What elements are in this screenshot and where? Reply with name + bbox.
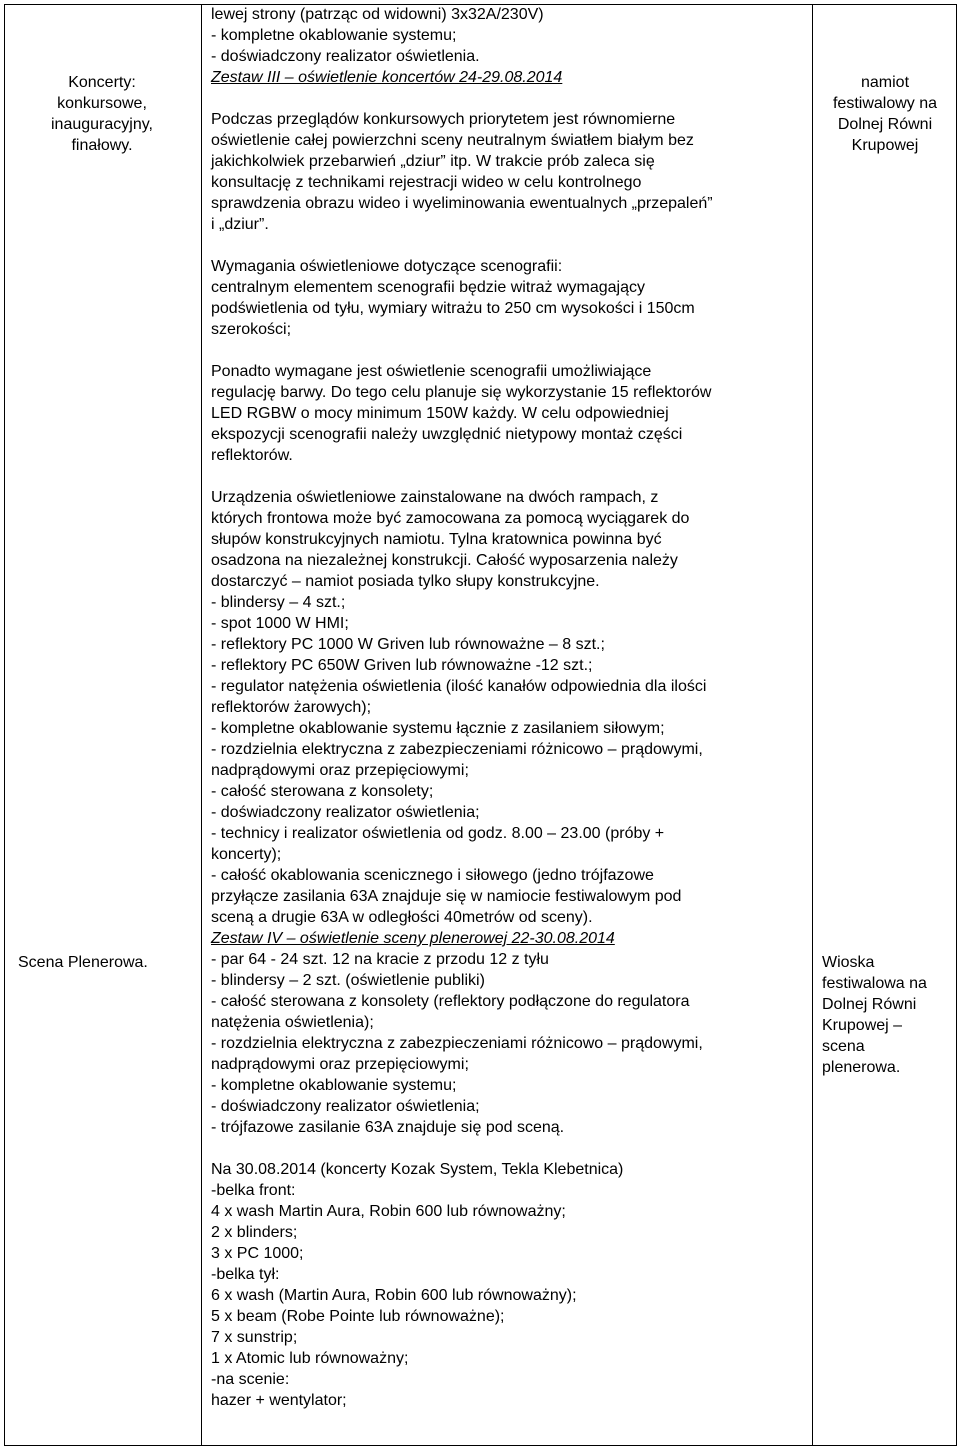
text-line: konsultację z technikami rejestracji wideo w celu kontrolnego	[211, 174, 642, 191]
right-cell-festival-village	[822, 952, 950, 1078]
text-line: lewej strony (patrząc od widowni) 3x32A/230V)	[211, 6, 544, 23]
text-line: - doświadczony realizator oświetlenia.	[211, 48, 480, 65]
text-line: - regulator natężenia oświetlenia (ilość kanałów odpowiednia dla ilości	[211, 678, 707, 695]
right-text-line: Dolnej Równi	[822, 996, 917, 1013]
text-line: - kompletne okablowanie systemu;	[211, 1077, 457, 1094]
text-line: - technicy i realizator oświetlenia od godz. 8.00 – 23.00 (próby +	[211, 825, 665, 842]
text-line: -na scenie:	[211, 1371, 290, 1388]
text-line: Urządzenia oświetleniowe zainstalowane na dwóch rampach, z	[211, 489, 659, 506]
text-line: - kompletne okablowanie systemu łącznie z zasilaniem siłowym;	[211, 720, 665, 737]
left-text-line: konkursowe,	[57, 95, 147, 112]
text-line: szerokości;	[211, 321, 292, 338]
text-line: Na 30.08.2014 (koncerty Kozak System, Tekla Klebetnica)	[211, 1161, 624, 1178]
left-cell-concerts	[18, 72, 186, 156]
paragraph-concert-rider	[211, 1159, 807, 1411]
text-line: - rozdzielnia elektryczna z zabezpieczeniami różnicowo – prądowymi,	[211, 741, 703, 758]
text-line: 4 x wash Martin Aura, Robin 600 lub równoważny;	[211, 1203, 566, 1220]
text-line: nadprądowymi oraz przepięciowymi;	[211, 762, 469, 779]
text-line: koncerty);	[211, 846, 282, 863]
text-line: - trójfazowe zasilanie 63A znajduje się pod sceną.	[211, 1119, 565, 1136]
right-text-line: Krupowej	[851, 137, 919, 154]
text-line: reflektorów żarowych);	[211, 699, 372, 716]
text-line: - rozdzielnia elektryczna z zabezpieczeniami różnicowo – prądowymi,	[211, 1035, 703, 1052]
text-line: 3 x PC 1000;	[211, 1245, 304, 1262]
paragraph-scenography-requirements	[211, 256, 807, 340]
text-line: osadzona na niezależnej konstrukcji. Całość wyposarzenia należy	[211, 552, 678, 569]
text-line: - doświadczony realizator oświetlenia;	[211, 804, 480, 821]
text-line: -belka tył:	[211, 1266, 280, 1283]
text-line: - całość sterowana z konsolety (reflektory podłączone do regulatora	[211, 993, 690, 1010]
right-cell-festival-tent	[822, 72, 948, 156]
text-line: 5 x beam (Robe Pointe lub równoważne);	[211, 1308, 505, 1325]
text-line: Wymagania oświetleniowe dotyczące scenografii:	[211, 258, 563, 275]
text-line: słupów konstrukcyjnych namiotu. Tylna kratownica powinna być	[211, 531, 662, 548]
text-line: - całość sterowana z konsolety;	[211, 783, 434, 800]
text-line: których frontowa może być zamocowana za pomocą wyciągarek do	[211, 510, 690, 527]
text-line: - blindersy – 2 szt. (oświetlenie publiki)	[211, 972, 485, 989]
main-content	[211, 4, 807, 1411]
paragraph-equipment-list	[211, 487, 807, 928]
text-line: nadprądowymi oraz przepięciowymi;	[211, 1056, 469, 1073]
paragraph-contest-lighting	[211, 109, 807, 235]
left-text-line: inauguracyjny,	[51, 116, 153, 133]
text-line: LED RGBW o mocy minimum 150W każdy. W celu odpowiedniej	[211, 405, 669, 422]
text-line: - spot 1000 W HMI;	[211, 615, 349, 632]
text-line: sprawdzenia obrazu wideo i wyeliminowania ewentualnych „przepaleń”	[211, 195, 713, 212]
right-text-line: namiot	[860, 74, 910, 91]
column-divider-left	[201, 4, 202, 1446]
right-text-line: scena	[822, 1038, 865, 1055]
right-text-line: festiwalowa na	[822, 975, 927, 992]
text-line: 1 x Atomic lub równoważny;	[211, 1350, 409, 1367]
left-text-line: Koncerty:	[68, 74, 136, 91]
text-line: hazer + wentylator;	[211, 1392, 347, 1409]
text-line: - reflektory PC 650W Griven lub równoważne -12 szt.;	[211, 657, 593, 674]
text-line: dostarczyć – namiot posiada tylko słupy konstrukcyjne.	[211, 573, 600, 590]
section-title-zestaw-3: Zestaw III – oświetlenie koncertów 24-29.08.2014	[211, 69, 563, 86]
right-text-line: Wioska	[822, 954, 875, 971]
text-line: i „dziur”.	[211, 216, 269, 233]
paragraph-color-control	[211, 361, 807, 466]
text-line: - kompletne okablowanie systemu;	[211, 27, 457, 44]
text-line: przyłącze zasilania 63A znajduje się w namiocie festiwalowym pod	[211, 888, 682, 905]
right-text-line: Krupowej –	[822, 1017, 903, 1034]
text-line: -belka front:	[211, 1182, 296, 1199]
text-line: jakichkolwiek przebarwień „dziur” itp. W trakcie prób zaleca się	[211, 153, 655, 170]
text-line: podświetlenia od tyłu, wymiary witrażu to 250 cm wysokości i 150cm	[211, 300, 695, 317]
column-divider-right	[812, 4, 813, 1446]
text-line: 2 x blinders;	[211, 1224, 298, 1241]
right-text-line: festiwalowy na	[832, 95, 938, 112]
left-text-line: Scena Plenerowa.	[18, 954, 148, 971]
text-line: 6 x wash (Martin Aura, Robin 600 lub równoważny);	[211, 1287, 577, 1304]
text-line: Ponadto wymagane jest oświetlenie scenografii umożliwiające	[211, 363, 652, 380]
text-line: - całość okablowania scenicznego i siłowego (jedno trójfazowe	[211, 867, 654, 884]
text-line: - doświadczony realizator oświetlenia;	[211, 1098, 480, 1115]
text-line: - reflektory PC 1000 W Griven lub równoważne – 8 szt.;	[211, 636, 605, 653]
text-line: natężenia oświetlenia);	[211, 1014, 374, 1031]
text-line: sceną a drugie 63A w odległości 40metrów od sceny).	[211, 909, 593, 926]
text-line: centralnym elementem scenografii będzie witraż wymagający	[211, 279, 645, 296]
text-line: oświetlenie całej powierzchni sceny neutralnym światłem białym bez	[211, 132, 694, 149]
paragraph-open-air-equipment	[211, 949, 807, 1138]
text-line: 7 x sunstrip;	[211, 1329, 298, 1346]
section-title-zestaw-4: Zestaw IV – oświetlenie sceny plenerowej 22-30.08.2014	[211, 930, 615, 947]
text-line: ekspozycji scenografii należy uwzględnić nietypowy montaż części	[211, 426, 683, 443]
left-text-line: finałowy.	[71, 137, 133, 154]
left-cell-open-air-stage	[18, 952, 198, 973]
text-line: Podczas przeglądów konkursowych priorytetem jest równomierne	[211, 111, 676, 128]
intro-block	[211, 4, 807, 67]
text-line: - par 64 - 24 szt. 12 na kracie z przodu 12 z tyłu	[211, 951, 549, 968]
text-line: regulację barwy. Do tego celu planuje się wykorzystanie 15 reflektorów	[211, 384, 712, 401]
right-text-line: Dolnej Równi	[837, 116, 933, 133]
text-line: reflektorów.	[211, 447, 293, 464]
right-text-line: plenerowa.	[822, 1059, 901, 1076]
text-line: - blindersy – 4 szt.;	[211, 594, 346, 611]
